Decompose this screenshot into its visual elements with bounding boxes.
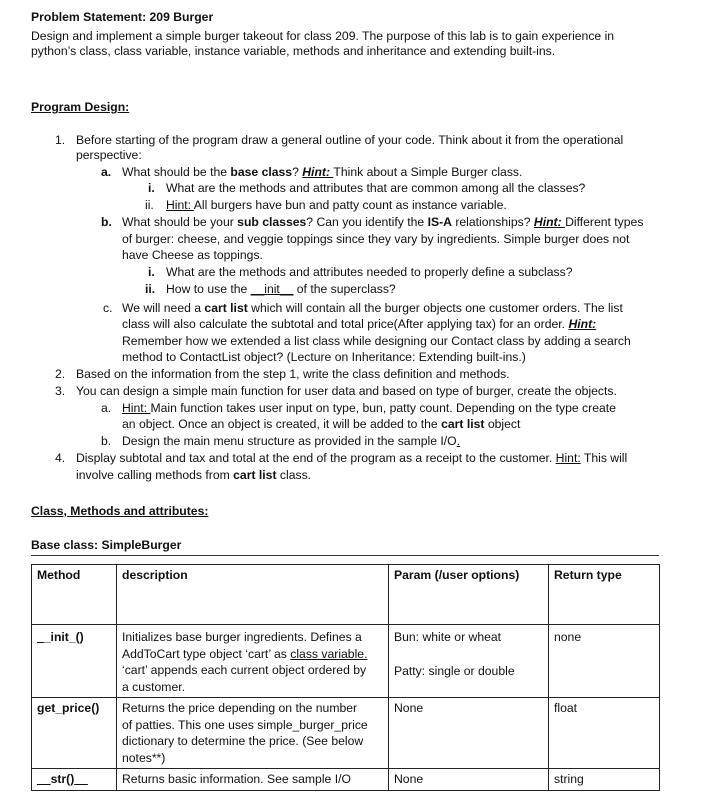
param-cell: None xyxy=(389,698,549,769)
step-1c-line-1: We will need a cart list which will contain all the burger objects one customer orders. The list xyxy=(122,301,623,315)
base-class-heading: Base class: SimpleBurger xyxy=(31,538,182,552)
list-roman: ii. xyxy=(145,198,154,212)
return-cell: none xyxy=(549,625,660,698)
list-letter: a. xyxy=(101,165,112,179)
step-1-line-2: perspective: xyxy=(76,148,142,162)
list-letter: a. xyxy=(101,401,112,415)
table-row xyxy=(32,625,660,698)
step-1b-line-3: have Cheese as toppings. xyxy=(122,248,263,262)
hint-label: Hint: xyxy=(302,165,334,179)
classes-heading: Class, Methods and attributes: xyxy=(31,504,209,518)
step-1a-i: What are the methods and attributes that are common among all the classes? xyxy=(166,181,586,195)
header-description: description xyxy=(117,565,389,625)
hint-label: Hint: xyxy=(122,401,151,415)
hint-label: Hint: xyxy=(555,451,581,465)
step-1b-line-2: of burger: cheese, and veggie toppings since they vary by ingredients. Simple burger does not xyxy=(122,232,630,246)
step-3a-line-1: Hint: Main function takes user input on type, bun, patty count. Depending on the type create xyxy=(122,401,616,415)
description-line-1: Design and implement a simple burger takeout for class 209. The purpose of this lab is to gain experience in xyxy=(31,29,615,43)
method-cell: __init_() xyxy=(32,625,117,698)
list-roman: i. xyxy=(148,265,155,279)
step-3b: Design the main menu structure as provided in the sample I/O. xyxy=(122,434,461,448)
list-number: 4. xyxy=(55,451,66,465)
step-3: You can design a simple main function for user data and based on type of burger, create the objects. xyxy=(76,384,617,398)
program-design-heading: Program Design: xyxy=(31,100,130,114)
problem-title: Problem Statement: 209 Burger xyxy=(31,10,214,24)
method-cell: get_price() xyxy=(32,698,117,769)
list-number: 3. xyxy=(55,384,66,398)
list-roman: i. xyxy=(148,181,155,195)
section-divider xyxy=(31,555,659,556)
step-1b-ii: How to use the __init__ of the superclass? xyxy=(166,282,396,296)
step-1c-line-3: Remember how we extended a list class while designing our Contact class by adding a search xyxy=(122,334,631,348)
header-method: Method xyxy=(32,565,117,625)
return-cell: string xyxy=(549,769,660,791)
step-1c-line-4: method to ContactList object? (Lecture on Inheritance: Extending built-ins.) xyxy=(122,350,526,364)
list-number: 1. xyxy=(55,133,66,147)
description-cell: Returns the price depending on the number of patties. This one uses simple_burger_price dictionary to determine the price. (See below notes**) xyxy=(117,698,389,769)
hint-label: Hint: xyxy=(568,317,597,331)
step-2: Based on the information from the step 1, write the class definition and methods. xyxy=(76,367,510,381)
return-cell: float xyxy=(549,698,660,769)
hint-label: Hint: xyxy=(533,215,566,229)
method-cell: __str()__ xyxy=(32,769,117,791)
table-row xyxy=(32,698,660,769)
list-letter: b. xyxy=(101,434,112,448)
hint-label: Hint: xyxy=(166,198,194,212)
description-cell: Initializes base burger ingredients. Defines a AddToCart type object ‘cart’ as class variable. ‘cart’ appends each current object ordered by a customer. xyxy=(117,625,389,698)
list-roman: ii. xyxy=(145,282,156,296)
step-1c-line-2: class will also calculate the subtotal and total price(After applying tax) for an order. Hint: xyxy=(122,317,597,331)
table-row xyxy=(32,769,660,791)
list-number: 2. xyxy=(55,367,66,381)
step-4-line-2: involve calling methods from cart list class. xyxy=(76,468,312,482)
header-param: Param (/user options) xyxy=(389,565,549,625)
param-cell: None xyxy=(389,769,549,791)
header-return-type: Return type xyxy=(549,565,660,625)
step-4-line-1: Display subtotal and tax and total at the end of the program as a receipt to the customer. Hint: This will xyxy=(76,451,628,465)
step-1a-ii: Hint: All burgers have bun and patty count as instance variable. xyxy=(166,198,507,212)
step-1a: What should be the base class? Hint: Think about a Simple Burger class. xyxy=(122,165,523,179)
step-3a-line-2: an object. Once an object is created, it will be added to the cart list object xyxy=(122,417,521,431)
description-cell: Returns basic information. See sample I/O xyxy=(117,769,389,791)
method-table xyxy=(31,564,660,791)
step-1-line-1: Before starting of the program draw a general outline of your code. Think about it from the operational xyxy=(76,133,624,147)
param-cell: Bun: white or wheat Patty: single or double xyxy=(389,625,549,698)
step-1b-line-1: What should be your sub classes? Can you identify the IS-A relationships? Hint: Different types xyxy=(122,215,644,229)
list-letter: b. xyxy=(101,215,112,229)
table-header-row xyxy=(32,565,660,625)
step-1b-i: What are the methods and attributes needed to properly define a subclass? xyxy=(166,265,573,279)
list-letter: c. xyxy=(103,301,113,315)
description-line-2: python’s class, class variable, instance variable, methods and inheritance and extending built-ins. xyxy=(31,44,556,58)
